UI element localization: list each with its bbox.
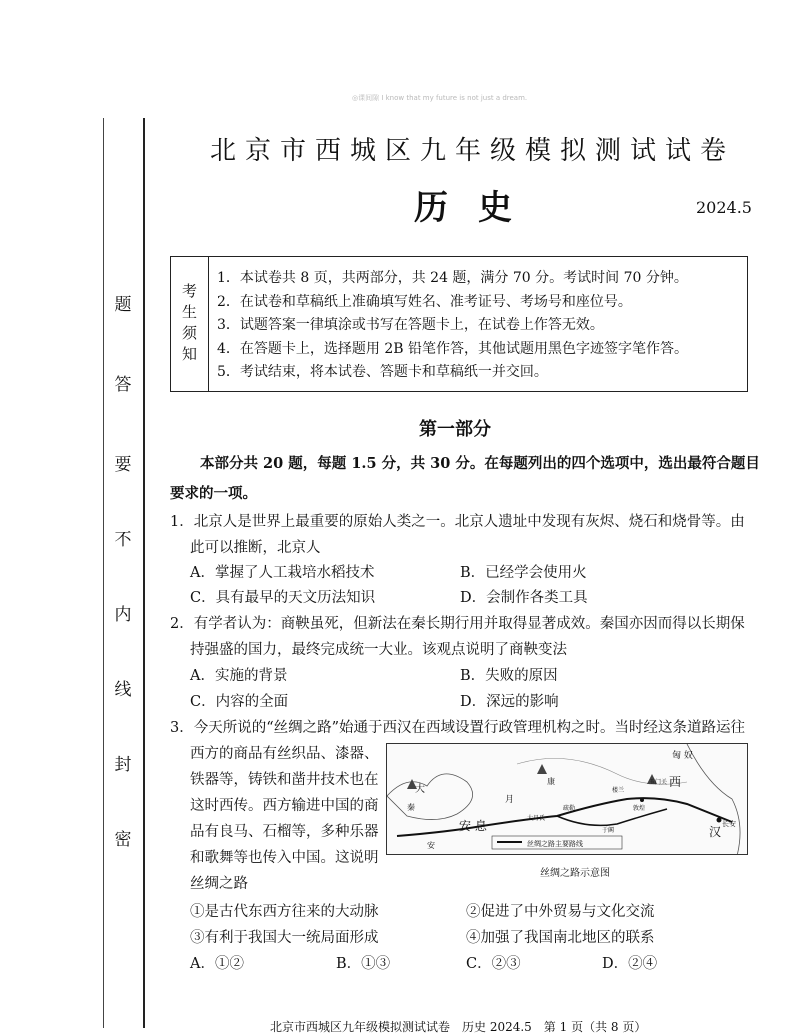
map-label-dunhuang: 敦煌 <box>633 805 646 812</box>
map-label-kangju: 康 <box>547 777 555 786</box>
q3-body-line: 西方的商品有丝织品、漆器、 <box>190 746 379 762</box>
dunhuang-dot <box>640 798 644 802</box>
binding-line-inner <box>143 118 145 1028</box>
seal-char: 线 <box>114 680 132 700</box>
q3-stem-line1: 3．今天所说的“丝绸之路”始通于西汉在西域设置行政管理机构之时。当时经这条道路运往 <box>170 720 746 736</box>
map-label-xi: 西 <box>669 775 682 789</box>
q3-body-line: 丝绸之路 <box>190 876 248 892</box>
map-caption: 丝绸之路示意图 <box>540 868 610 879</box>
silk-road-map <box>386 743 748 855</box>
map-label-dayuan: 大月氏 <box>527 815 546 822</box>
map-label-xiongnu: 匈 奴 <box>672 751 693 761</box>
subject-title: 历史 <box>414 188 542 228</box>
seal-char: 封 <box>114 755 132 775</box>
notice-item: 3．试题答案一律填涂或书写在答题卡上，在试卷上作答无效。 <box>217 317 604 333</box>
silk-road-route <box>397 798 732 836</box>
q2-option-c: C．内容的全面 <box>190 694 289 710</box>
map-label-yuezhi: 月 <box>505 795 515 805</box>
seal-char: 内 <box>114 605 132 625</box>
q3-statement-2: ②促进了中外贸易与文化交流 <box>466 904 655 920</box>
changan-dot <box>717 818 722 823</box>
q1-option-b: B．已经学会使用火 <box>460 565 587 581</box>
q3-body-line: 铁器等，铸铁和凿井技术也在 <box>190 772 379 788</box>
exam-notice-box <box>170 256 748 392</box>
sea-outline <box>387 774 473 820</box>
part1-title: 第一部分 <box>419 419 491 440</box>
silk-road-map-drawing <box>387 744 748 855</box>
seal-char: 密 <box>114 830 132 850</box>
notice-label-char: 须 <box>181 324 197 342</box>
q2-option-d: D．深远的影响 <box>460 694 559 710</box>
part1-intro-line2: 要求的一项。 <box>170 485 257 502</box>
notice-label-char: 知 <box>181 345 197 363</box>
exam-date: 2024.5 <box>696 198 752 217</box>
q3-body-line: 这时西传。西方输进中国的商 <box>190 798 379 814</box>
q3-body-line: 品有良马、石榴等，多种乐器 <box>190 824 379 840</box>
legend-label: 丝绸之路主要路线 <box>527 840 583 848</box>
notice-label-char: 考 <box>181 282 197 300</box>
q2-option-a: A．实施的背景 <box>190 668 288 684</box>
map-label-anxi: 安 息 <box>459 819 487 833</box>
q2-stem-line2: 持强盛的国力，最终完成统一大业。该观点说明了商鞅变法 <box>190 642 567 658</box>
q2-option-b: B．失败的原因 <box>460 668 558 684</box>
map-label-changan: 长安 <box>722 820 736 828</box>
notice-label-char: 生 <box>181 303 197 321</box>
q3-statement-1: ①是古代东西方往来的大动脉 <box>190 904 379 920</box>
map-label-an: 安 <box>427 841 435 850</box>
q3-option-b: B．①③ <box>336 956 391 972</box>
binding-line-outer <box>103 118 104 1028</box>
notice-item: 5．考试结束，将本试卷、答题卡和草稿纸一并交回。 <box>217 364 548 380</box>
map-label-han: 汉 <box>709 825 722 839</box>
watermark-text: ◎课间隙 I know that my future is not just a dream. <box>352 94 528 102</box>
seal-char: 答 <box>114 375 132 395</box>
q1-stem-line1: 1．北京人是世界上最重要的原始人类之一。北京人遗址中发现有灰烬、烧石和烧骨等。由 <box>170 514 745 530</box>
q3-option-a: A．①② <box>190 956 244 972</box>
q2-stem-line1: 2．有学者认为：商鞅虽死，但新法在秦长期行用并取得显著成效。秦国亦因而得以长期保 <box>170 616 745 632</box>
q3-option-c: C．②③ <box>466 956 521 972</box>
map-label-shule: 疏勒 <box>563 805 576 812</box>
part1-intro-line1: 本部分共 20 题，每题 1.5 分，共 30 分。在每题列出的四个选项中，选出最符合题目 <box>200 455 760 472</box>
q1-option-c: C．具有最早的天文历法知识 <box>190 590 376 606</box>
map-label-qin: 秦 <box>407 803 415 812</box>
notice-label <box>171 257 209 391</box>
q3-option-d: D．②④ <box>602 956 658 972</box>
q3-statement-3: ③有利于我国大一统局面形成 <box>190 930 379 946</box>
map-label-yumenguan: 玉门关 <box>649 779 668 786</box>
exam-title: 北京市西城区九年级模拟测试试卷 <box>210 136 736 166</box>
seal-char: 题 <box>114 295 132 315</box>
q1-stem-line2: 此可以推断，北京人 <box>190 540 321 556</box>
q1-option-d: D．会制作各类工具 <box>460 590 588 606</box>
q1-option-a: A．掌握了人工栽培水稻技术 <box>190 565 375 581</box>
q3-body-line: 和歌舞等也传入中国。这说明 <box>190 850 379 866</box>
map-label-da: 大 <box>415 784 425 795</box>
map-label-lopnur: 楼兰 <box>612 787 625 794</box>
notice-items <box>217 267 688 385</box>
notice-item: 1．本试卷共 8 页，共两部分，共 24 题，满分 70 分。考试时间 70 分钟。 <box>217 270 688 286</box>
seal-char: 不 <box>114 530 132 550</box>
q3-statement-4: ④加强了我国南北地区的联系 <box>466 930 655 946</box>
map-label-yutian: 于阗 <box>602 827 615 834</box>
mountain-icons <box>407 764 657 789</box>
notice-item: 4．在答题卡上，选择题用 2B 铅笔作答，其他试题用黑色字迹签字笔作答。 <box>217 340 689 357</box>
notice-item: 2．在试卷和草稿纸上准确填写姓名、准考证号、考场号和座位号。 <box>217 293 632 310</box>
page-footer: 北京市西城区九年级模拟测试试卷 历史 2024.5 第 1 页（共 8 页） <box>270 1020 647 1034</box>
seal-char: 要 <box>114 455 132 475</box>
